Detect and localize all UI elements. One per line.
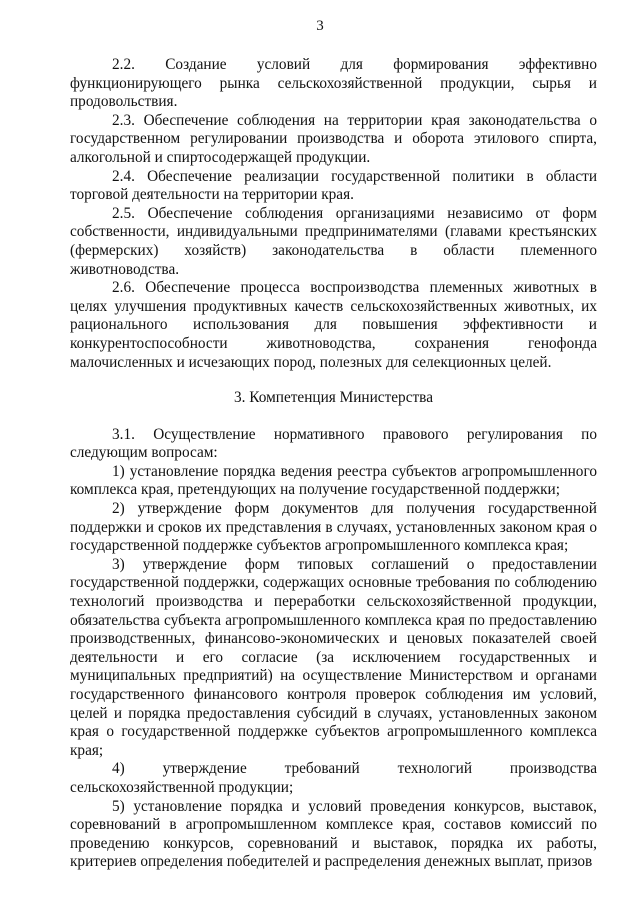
section-heading: 3. Компетенция Министерства — [233, 389, 433, 407]
paragraph-2-3: 2.3. Обеспечение соблюдения на территории края законодательства о государственном регулировании производства и оборота этилового спирта, алкогольной и спиртосодержащей продукции. — [70, 111, 597, 166]
list-item-1: 1) установление порядка ведения реестра субъектов агропромышленного комплекса края, претендующих на получение государственной поддержки; — [70, 462, 597, 499]
document-body — [70, 56, 597, 872]
paragraph-3-1: 3.1. Осуществление нормативного правового регулирования по следующим вопросам: — [70, 425, 597, 462]
paragraph-2-4: 2.4. Обеспечение реализации государственной политики в области торговой деятельности на территории края. — [70, 167, 597, 204]
list-item-5: 5) установление порядка и условий проведения конкурсов, выставок, соревнований в агропромышленном комплексе края, составов комиссий по проведению конкурсов, соревнований и выставок, порядка их работы, критериев определения победителей и распределения денежных выплат, призов — [70, 797, 597, 871]
list-item-2: 2) утверждение форм документов для получения государственной поддержки и сроков их представления в случаях, установленных законом края о государственной поддержке субъектов агропромышленного комплекса края; — [70, 500, 597, 555]
list-item-3: 3) утверждение форм типовых соглашений о предоставлении государственной поддержки, содержащих основные требования по соблюдению технологий производства и переработки сельскохозяйственной продукции, обязательства субъекта агропромышленного комплекса края по предоставлению производственных, финансово-экономических и ценовых показателей своей деятельности и его согласие (за исключением государственных и муниципальных предприятий) на осуществление Министерством и органами государственного финансового контроля проверок соблюдения им условий, целей и порядка предоставления субсидий в случаях, установленных законом края о государственной поддержке субъектов агропромышленного комплекса края; — [70, 555, 597, 759]
paragraph-2-5: 2.5. Обеспечение соблюдения организациями независимо от форм собственности, индивидуальными предпринимателями (главами крестьянских (фермерских) хозяйств) законодательства в области племенного животноводства. — [70, 204, 597, 278]
paragraph-2-2: 2.2. Создание условий для формирования эффективно функционирующего рынка сельскохозяйственной продукции, сырья и продовольствия. — [70, 56, 597, 111]
paragraph-2-6: 2.6. Обеспечение процесса воспроизводства племенных животных в целях улучшения продуктивных качеств сельскохозяйственных животных, их рационального использования для повышения эффективности и конкурентоспособности животноводства, сохранения генофонда малочисленных и исчезающих пород, полезных для селекционных целей. — [70, 279, 597, 371]
page-number: 3 — [316, 18, 324, 34]
list-item-4: 4) утверждение требований технологий производства сельскохозяйственной продукции; — [70, 760, 597, 796]
